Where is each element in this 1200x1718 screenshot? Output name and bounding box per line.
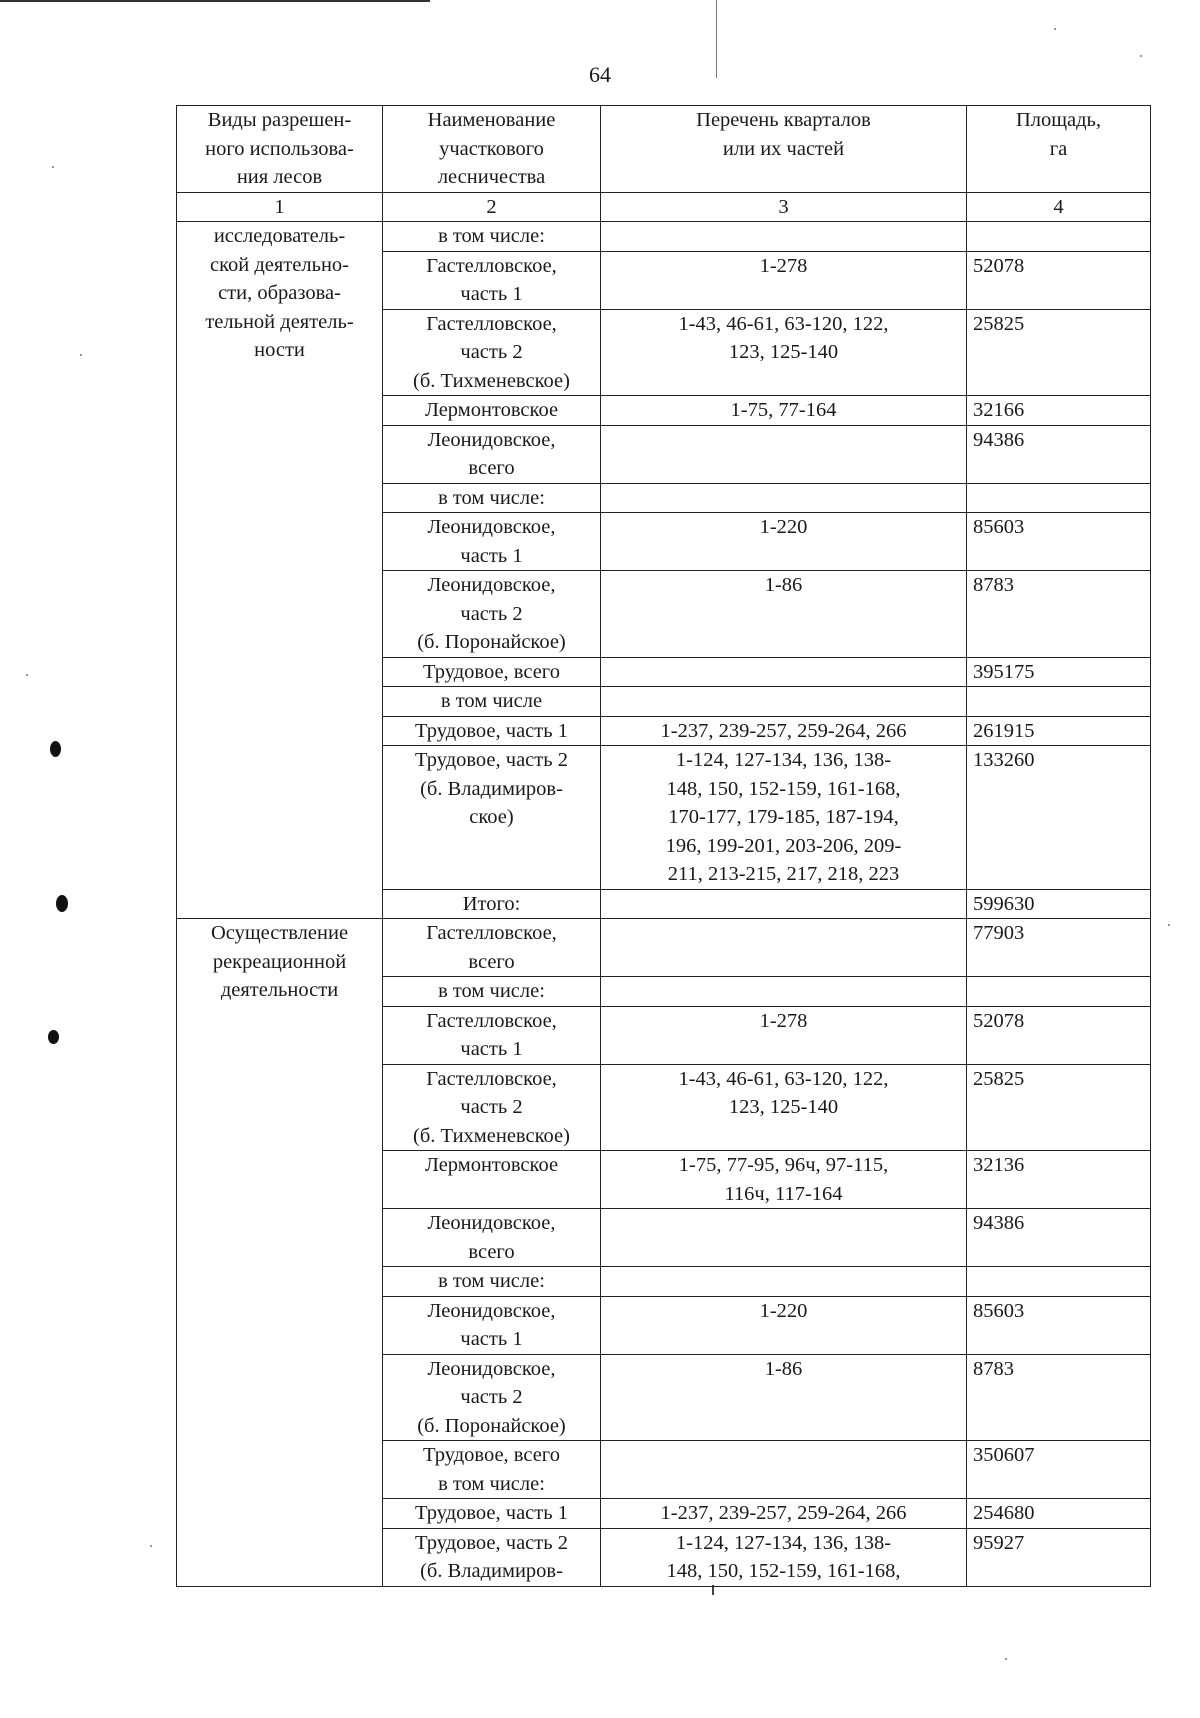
forestry-cell: Гастелловское, часть 2 (б. Тихменевское) — [383, 1064, 601, 1151]
total-area: 599630 — [967, 889, 1151, 919]
scan-speck — [26, 674, 28, 676]
forestry-cell: Трудовое, всего в том числе: — [383, 1441, 601, 1499]
page-number: 64 — [589, 62, 611, 87]
top-border-line — [0, 0, 430, 2]
quarters-cell — [601, 657, 967, 687]
area-cell: 8783 — [967, 571, 1151, 658]
quarters-cell: 1-43, 46-61, 63-120, 122, 123, 125-140 — [601, 309, 967, 396]
forestry-cell: в том числе: — [383, 483, 601, 513]
quarters-cell: 1-278 — [601, 251, 967, 309]
quarters-cell: 1-86 — [601, 571, 967, 658]
area-cell — [967, 687, 1151, 717]
forestry-cell: Гастелловское, часть 1 — [383, 1006, 601, 1064]
quarters-cell: 1-124, 127-134, 136, 138- 148, 150, 152-159, 161-168, — [601, 1528, 967, 1586]
area-cell: 133260 — [967, 746, 1151, 890]
quarters-cell: 1-237, 239-257, 259-264, 266 — [601, 716, 967, 746]
forestry-cell: Леонидовское, часть 1 — [383, 1296, 601, 1354]
area-cell: 77903 — [967, 919, 1151, 977]
area-cell: 85603 — [967, 1296, 1151, 1354]
forestry-cell: Трудовое, часть 1 — [383, 1499, 601, 1529]
quarters-cell: 1-220 — [601, 513, 967, 571]
area-cell: 8783 — [967, 1354, 1151, 1441]
scan-speck — [80, 354, 82, 356]
use-type-cell: Осуществление рекреационной деятельности — [177, 919, 383, 1587]
quarters-cell — [601, 977, 967, 1007]
quarters-cell — [601, 1267, 967, 1297]
area-cell — [967, 483, 1151, 513]
forestry-cell: Трудовое, часть 2 (б. Владимиров- ское) — [383, 746, 601, 890]
quarters-cell: 1-220 — [601, 1296, 967, 1354]
quarters-cell — [601, 687, 967, 717]
forestry-cell: Леонидовское, часть 2 (б. Поронайское) — [383, 571, 601, 658]
quarters-cell: 1-278 — [601, 1006, 967, 1064]
forestry-cell: Гастелловское, всего — [383, 919, 601, 977]
header-use-type: Виды разрешен- ного использова- ния лесов — [177, 106, 383, 193]
forestry-cell: Леонидовское, всего — [383, 425, 601, 483]
header-area: Площадь, га — [967, 106, 1151, 193]
area-cell: 254680 — [967, 1499, 1151, 1529]
scan-speck — [150, 1545, 152, 1547]
area-cell: 25825 — [967, 309, 1151, 396]
area-cell: 52078 — [967, 251, 1151, 309]
use-type-cell: исследователь- ской деятельно- сти, образова- тельной деятель- ности — [177, 222, 383, 919]
quarters-cell: 1-75, 77-164 — [601, 396, 967, 426]
forestry-cell: Гастелловское, часть 1 — [383, 251, 601, 309]
forestry-cell: Лермонтовское — [383, 1151, 601, 1209]
scan-speck — [52, 166, 54, 168]
area-cell — [967, 1267, 1151, 1297]
area-cell: 85603 — [967, 513, 1151, 571]
forestry-cell: Леонидовское, всего — [383, 1209, 601, 1267]
scan-blot — [56, 895, 68, 912]
header-quarters-list: Перечень кварталов или их частей — [601, 106, 967, 193]
area-cell: 52078 — [967, 1006, 1151, 1064]
quarters-cell — [601, 222, 967, 252]
table-row — [177, 222, 1151, 252]
area-cell: 94386 — [967, 425, 1151, 483]
quarters-cell: 1-237, 239-257, 259-264, 266 — [601, 1499, 967, 1529]
scan-speck — [1054, 28, 1056, 30]
forestry-cell: в том числе: — [383, 222, 601, 252]
area-cell: 95927 — [967, 1528, 1151, 1586]
area-cell: 350607 — [967, 1441, 1151, 1499]
area-cell — [967, 977, 1151, 1007]
area-cell: 32136 — [967, 1151, 1151, 1209]
area-cell: 395175 — [967, 657, 1151, 687]
area-cell: 32166 — [967, 396, 1151, 426]
area-cell: 25825 — [967, 1064, 1151, 1151]
area-cell: 94386 — [967, 1209, 1151, 1267]
area-cell — [967, 222, 1151, 252]
column-number: 3 — [601, 192, 967, 222]
quarters-cell — [601, 1441, 967, 1499]
quarters-cell — [601, 483, 967, 513]
quarters-cell — [601, 1209, 967, 1267]
forestry-cell: в том числе: — [383, 977, 601, 1007]
column-number: 1 — [177, 192, 383, 222]
forest-use-table — [176, 105, 1151, 1587]
area-cell: 261915 — [967, 716, 1151, 746]
scan-speck — [1005, 1658, 1007, 1660]
forestry-cell: Трудовое, часть 2 (б. Владимиров- — [383, 1528, 601, 1586]
forestry-cell: в том числе — [383, 687, 601, 717]
quarters-cell: 1-43, 46-61, 63-120, 122, 123, 125-140 — [601, 1064, 967, 1151]
forestry-cell: Гастелловское, часть 2 (б. Тихменевское) — [383, 309, 601, 396]
scan-speck — [1140, 55, 1142, 57]
quarters-cell — [601, 919, 967, 977]
scan-mark-bottom — [712, 1585, 714, 1595]
quarters-cell: 1-86 — [601, 1354, 967, 1441]
table-header-row — [177, 106, 1151, 193]
scan-speck — [1168, 924, 1170, 926]
column-number: 4 — [967, 192, 1151, 222]
scan-blot — [50, 741, 61, 757]
header-forestry-name: Наименование участкового лесничества — [383, 106, 601, 193]
quarters-cell — [601, 889, 967, 919]
column-number-row — [177, 192, 1151, 222]
forestry-cell: Леонидовское, часть 1 — [383, 513, 601, 571]
forestry-cell: Лермонтовское — [383, 396, 601, 426]
forestry-cell: Трудовое, всего — [383, 657, 601, 687]
forestry-cell: Трудовое, часть 1 — [383, 716, 601, 746]
scan-blot — [48, 1030, 59, 1044]
total-label: Итого: — [383, 889, 601, 919]
quarters-cell — [601, 425, 967, 483]
forestry-cell: Леонидовское, часть 2 (б. Поронайское) — [383, 1354, 601, 1441]
table-row — [177, 919, 1151, 977]
column-number: 2 — [383, 192, 601, 222]
forestry-cell: в том числе: — [383, 1267, 601, 1297]
quarters-cell: 1-75, 77-95, 96ч, 97-115, 116ч, 117-164 — [601, 1151, 967, 1209]
quarters-cell: 1-124, 127-134, 136, 138- 148, 150, 152-159, 161-168, 170-177, 179-185, 187-194, 196, 199-201, 203-206, 209- 211, 213-215, 217, 218, 223 — [601, 746, 967, 890]
